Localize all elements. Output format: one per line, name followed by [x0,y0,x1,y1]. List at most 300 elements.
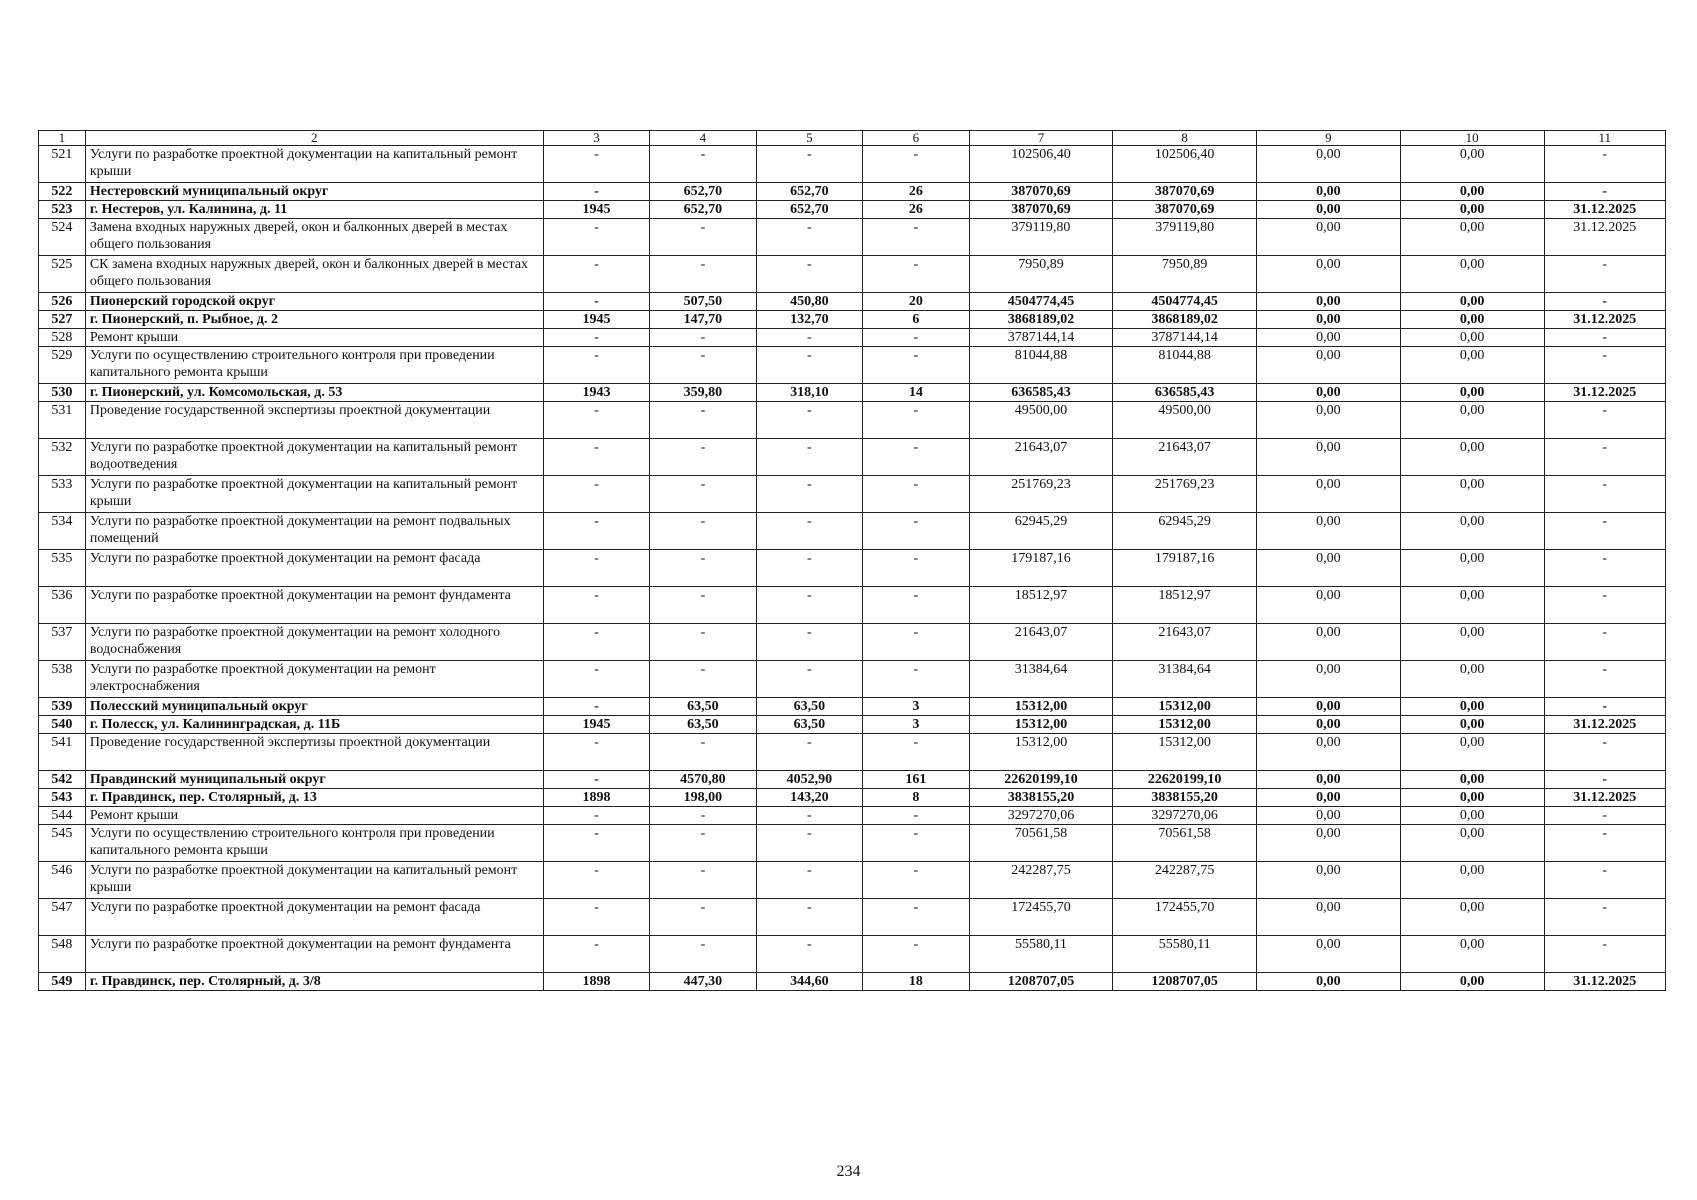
col7-cell: 81044,88 [969,347,1113,384]
col7-cell: 62945,29 [969,513,1113,550]
col4-cell: - [650,476,756,513]
col5-cell: 344,60 [756,973,862,991]
col7-cell: 4504774,45 [969,293,1113,311]
item-name-cell: Замена входных наружных дверей, окон и балконных дверей в местах общего пользования [85,219,543,256]
col11-cell: - [1544,825,1665,862]
table-row [39,624,1666,661]
col11-cell: 31.12.2025 [1544,384,1665,402]
col9-cell: 0,00 [1257,513,1401,550]
table-row [39,311,1666,329]
col7-cell: 3838155,20 [969,789,1113,807]
col9-cell: 0,00 [1257,201,1401,219]
row-number-cell: 538 [39,661,86,698]
col7-cell: 242287,75 [969,862,1113,899]
col3-cell: - [543,219,649,256]
col6-cell: - [863,402,969,439]
item-name-cell: г. Правдинск, пер. Столярный, д. 13 [85,789,543,807]
col11-cell: - [1544,624,1665,661]
item-name-cell: г. Пионерский, ул. Комсомольская, д. 53 [85,384,543,402]
col8-cell: 102506,40 [1113,146,1257,183]
col3-cell: 1898 [543,789,649,807]
col9-cell: 0,00 [1257,973,1401,991]
col4-cell: 507,50 [650,293,756,311]
col3-cell: - [543,899,649,936]
col10-cell: 0,00 [1400,256,1544,293]
col3-cell: - [543,513,649,550]
col-header-3: 3 [543,131,649,146]
page-number: 234 [836,1163,861,1180]
col3-cell: - [543,825,649,862]
col9-cell: 0,00 [1257,311,1401,329]
col9-cell: 0,00 [1257,256,1401,293]
table-row [39,347,1666,384]
row-number-cell: 529 [39,347,86,384]
col6-cell: 6 [863,311,969,329]
col5-cell: - [756,402,862,439]
col9-cell: 0,00 [1257,402,1401,439]
item-name-cell: Услуги по осуществлению строительного контроля при проведении капитального ремонта крыши [85,347,543,384]
col-header-7: 7 [969,131,1113,146]
col9-cell: 0,00 [1257,716,1401,734]
col6-cell: - [863,513,969,550]
table-row [39,219,1666,256]
col5-cell: - [756,587,862,624]
col4-cell: - [650,219,756,256]
col10-cell: 0,00 [1400,311,1544,329]
col9-cell: 0,00 [1257,899,1401,936]
item-name-cell: г. Нестеров, ул. Калинина, д. 11 [85,201,543,219]
col3-cell: - [543,624,649,661]
item-name-cell: Услуги по разработке проектной документации на ремонт фундамента [85,936,543,973]
col3-cell: - [543,771,649,789]
col-header-6: 6 [863,131,969,146]
col7-cell: 3297270,06 [969,807,1113,825]
table-row [39,513,1666,550]
col11-cell: - [1544,698,1665,716]
col3-cell: - [543,936,649,973]
col5-cell: 318,10 [756,384,862,402]
col9-cell: 0,00 [1257,661,1401,698]
col11-cell: 31.12.2025 [1544,789,1665,807]
col3-cell: - [543,862,649,899]
col-header-1: 1 [39,131,86,146]
col10-cell: 0,00 [1400,771,1544,789]
col5-cell: - [756,825,862,862]
col4-cell: - [650,936,756,973]
col4-cell: 4570,80 [650,771,756,789]
row-number-cell: 535 [39,550,86,587]
col10-cell: 0,00 [1400,899,1544,936]
col7-cell: 70561,58 [969,825,1113,862]
col8-cell: 70561,58 [1113,825,1257,862]
col6-cell: 3 [863,716,969,734]
item-name-cell: Проведение государственной экспертизы проектной документации [85,402,543,439]
col11-cell: - [1544,807,1665,825]
col4-cell: - [650,899,756,936]
col5-cell: 143,20 [756,789,862,807]
row-number-cell: 524 [39,219,86,256]
col8-cell: 387070,69 [1113,183,1257,201]
col9-cell: 0,00 [1257,936,1401,973]
col10-cell: 0,00 [1400,329,1544,347]
col11-cell: 31.12.2025 [1544,716,1665,734]
row-number-cell: 542 [39,771,86,789]
table-row [39,256,1666,293]
col6-cell: - [863,550,969,587]
table-row [39,439,1666,476]
col11-cell: - [1544,936,1665,973]
col11-cell: - [1544,183,1665,201]
col3-cell: - [543,256,649,293]
item-name-cell: Правдинский муниципальный округ [85,771,543,789]
col10-cell: 0,00 [1400,698,1544,716]
col10-cell: 0,00 [1400,973,1544,991]
col3-cell: 1945 [543,716,649,734]
table-row [39,661,1666,698]
col10-cell: 0,00 [1400,550,1544,587]
table-row [39,201,1666,219]
row-number-cell: 526 [39,293,86,311]
col6-cell: - [863,347,969,384]
col3-cell: - [543,329,649,347]
row-number-cell: 531 [39,402,86,439]
row-number-cell: 547 [39,899,86,936]
col5-cell: - [756,899,862,936]
item-name-cell: Полесский муниципальный округ [85,698,543,716]
col9-cell: 0,00 [1257,698,1401,716]
col7-cell: 636585,43 [969,384,1113,402]
repair-program-table [38,130,1666,991]
col8-cell: 31384,64 [1113,661,1257,698]
col9-cell: 0,00 [1257,771,1401,789]
col9-cell: 0,00 [1257,807,1401,825]
col9-cell: 0,00 [1257,329,1401,347]
col4-cell: - [650,513,756,550]
col4-cell: - [650,661,756,698]
col11-cell: - [1544,347,1665,384]
item-name-cell: г. Полесск, ул. Калининградская, д. 11Б [85,716,543,734]
col3-cell: - [543,698,649,716]
col11-cell: 31.12.2025 [1544,201,1665,219]
col7-cell: 31384,64 [969,661,1113,698]
col5-cell: - [756,146,862,183]
col4-cell: 447,30 [650,973,756,991]
table-row [39,476,1666,513]
col11-cell: - [1544,734,1665,771]
col6-cell: - [863,439,969,476]
col4-cell: - [650,550,756,587]
col6-cell: 14 [863,384,969,402]
col8-cell: 62945,29 [1113,513,1257,550]
row-number-cell: 533 [39,476,86,513]
table-row [39,899,1666,936]
col7-cell: 102506,40 [969,146,1113,183]
col10-cell: 0,00 [1400,661,1544,698]
col7-cell: 3787144,14 [969,329,1113,347]
col10-cell: 0,00 [1400,146,1544,183]
item-name-cell: г. Пионерский, п. Рыбное, д. 2 [85,311,543,329]
col7-cell: 7950,89 [969,256,1113,293]
col4-cell: - [650,825,756,862]
col3-cell: 1943 [543,384,649,402]
col11-cell: - [1544,862,1665,899]
col7-cell: 251769,23 [969,476,1113,513]
col8-cell: 21643,07 [1113,439,1257,476]
col8-cell: 49500,00 [1113,402,1257,439]
col11-cell: - [1544,476,1665,513]
col11-cell: 31.12.2025 [1544,311,1665,329]
col7-cell: 387070,69 [969,183,1113,201]
col11-cell: - [1544,146,1665,183]
col6-cell: 18 [863,973,969,991]
col10-cell: 0,00 [1400,439,1544,476]
col5-cell: 652,70 [756,183,862,201]
col4-cell: - [650,734,756,771]
col10-cell: 0,00 [1400,402,1544,439]
item-name-cell: Услуги по разработке проектной документации на капитальный ремонт крыши [85,146,543,183]
col6-cell: - [863,734,969,771]
row-number-cell: 534 [39,513,86,550]
col7-cell: 3868189,02 [969,311,1113,329]
col7-cell: 172455,70 [969,899,1113,936]
col10-cell: 0,00 [1400,201,1544,219]
col10-cell: 0,00 [1400,293,1544,311]
table-row [39,402,1666,439]
col11-cell: - [1544,256,1665,293]
item-name-cell: Услуги по разработке проектной документации на ремонт холодного водоснабжения [85,624,543,661]
col8-cell: 636585,43 [1113,384,1257,402]
row-number-cell: 528 [39,329,86,347]
col4-cell: 652,70 [650,183,756,201]
col10-cell: 0,00 [1400,513,1544,550]
col10-cell: 0,00 [1400,789,1544,807]
col11-cell: - [1544,899,1665,936]
col5-cell: - [756,624,862,661]
col10-cell: 0,00 [1400,734,1544,771]
col4-cell: - [650,862,756,899]
row-number-cell: 523 [39,201,86,219]
col3-cell: - [543,807,649,825]
col6-cell: 8 [863,789,969,807]
col6-cell: - [863,825,969,862]
col10-cell: 0,00 [1400,347,1544,384]
col4-cell: - [650,329,756,347]
item-name-cell: Проведение государственной экспертизы проектной документации [85,734,543,771]
item-name-cell: Услуги по осуществлению строительного контроля при проведении капитального ремонта крыши [85,825,543,862]
col3-cell: - [543,183,649,201]
col11-cell: - [1544,329,1665,347]
col3-cell: - [543,476,649,513]
table-row [39,183,1666,201]
col11-cell: - [1544,661,1665,698]
col5-cell: - [756,219,862,256]
col8-cell: 3838155,20 [1113,789,1257,807]
col7-cell: 1208707,05 [969,973,1113,991]
col7-cell: 15312,00 [969,734,1113,771]
col4-cell: 63,50 [650,698,756,716]
col6-cell: - [863,862,969,899]
col8-cell: 1208707,05 [1113,973,1257,991]
col3-cell: - [543,661,649,698]
item-name-cell: Услуги по разработке проектной документации на ремонт электроснабжения [85,661,543,698]
col8-cell: 55580,11 [1113,936,1257,973]
item-name-cell: Услуги по разработке проектной документации на капитальный ремонт крыши [85,476,543,513]
col5-cell: - [756,256,862,293]
col10-cell: 0,00 [1400,183,1544,201]
table-row [39,862,1666,899]
column-number-header-row [39,131,1666,146]
row-number-cell: 530 [39,384,86,402]
col8-cell: 18512,97 [1113,587,1257,624]
col11-cell: 31.12.2025 [1544,219,1665,256]
col9-cell: 0,00 [1257,862,1401,899]
col7-cell: 21643,07 [969,439,1113,476]
col4-cell: - [650,256,756,293]
item-name-cell: СК замена входных наружных дверей, окон и балконных дверей в местах общего пользования [85,256,543,293]
col5-cell: - [756,862,862,899]
col5-cell: - [756,550,862,587]
col8-cell: 81044,88 [1113,347,1257,384]
table-row [39,825,1666,862]
row-number-cell: 539 [39,698,86,716]
row-number-cell: 545 [39,825,86,862]
col5-cell: - [756,439,862,476]
col6-cell: - [863,146,969,183]
col7-cell: 387070,69 [969,201,1113,219]
col8-cell: 179187,16 [1113,550,1257,587]
col3-cell: - [543,550,649,587]
col10-cell: 0,00 [1400,716,1544,734]
col9-cell: 0,00 [1257,347,1401,384]
item-name-cell: Нестеровский муниципальный округ [85,183,543,201]
document-table-container [38,130,1666,991]
col8-cell: 15312,00 [1113,734,1257,771]
table-row [39,734,1666,771]
table-row [39,807,1666,825]
col9-cell: 0,00 [1257,587,1401,624]
col8-cell: 242287,75 [1113,862,1257,899]
table-body [39,146,1666,991]
col7-cell: 379119,80 [969,219,1113,256]
col3-cell: - [543,402,649,439]
table-row [39,973,1666,991]
col11-cell: - [1544,771,1665,789]
col9-cell: 0,00 [1257,146,1401,183]
col3-cell: - [543,146,649,183]
item-name-cell: Ремонт крыши [85,329,543,347]
col11-cell: - [1544,587,1665,624]
col4-cell: 359,80 [650,384,756,402]
col10-cell: 0,00 [1400,587,1544,624]
col3-cell: 1945 [543,201,649,219]
col6-cell: 20 [863,293,969,311]
col5-cell: - [756,476,862,513]
col-header-2: 2 [85,131,543,146]
row-number-cell: 548 [39,936,86,973]
col8-cell: 3297270,06 [1113,807,1257,825]
col7-cell: 21643,07 [969,624,1113,661]
row-number-cell: 525 [39,256,86,293]
table-row [39,716,1666,734]
item-name-cell: Услуги по разработке проектной документации на ремонт подвальных помещений [85,513,543,550]
col6-cell: - [863,587,969,624]
col10-cell: 0,00 [1400,624,1544,661]
item-name-cell: г. Правдинск, пер. Столярный, д. 3/8 [85,973,543,991]
row-number-cell: 521 [39,146,86,183]
row-number-cell: 540 [39,716,86,734]
row-number-cell: 532 [39,439,86,476]
row-number-cell: 549 [39,973,86,991]
col4-cell: 63,50 [650,716,756,734]
col6-cell: - [863,476,969,513]
row-number-cell: 544 [39,807,86,825]
col4-cell: - [650,624,756,661]
col5-cell: - [756,329,862,347]
col4-cell: - [650,146,756,183]
table-row [39,384,1666,402]
col9-cell: 0,00 [1257,384,1401,402]
col8-cell: 251769,23 [1113,476,1257,513]
col9-cell: 0,00 [1257,550,1401,587]
col11-cell: 31.12.2025 [1544,973,1665,991]
col5-cell: 450,80 [756,293,862,311]
table-row [39,936,1666,973]
item-name-cell: Услуги по разработке проектной документации на ремонт фундамента [85,587,543,624]
col4-cell: - [650,807,756,825]
col10-cell: 0,00 [1400,219,1544,256]
col5-cell: - [756,661,862,698]
col11-cell: - [1544,293,1665,311]
col5-cell: - [756,513,862,550]
col8-cell: 7950,89 [1113,256,1257,293]
col3-cell: - [543,293,649,311]
table-row [39,789,1666,807]
col6-cell: - [863,624,969,661]
col6-cell: - [863,661,969,698]
col6-cell: - [863,936,969,973]
col9-cell: 0,00 [1257,624,1401,661]
col6-cell: 3 [863,698,969,716]
col9-cell: 0,00 [1257,183,1401,201]
col5-cell: 652,70 [756,201,862,219]
row-number-cell: 522 [39,183,86,201]
table-row [39,293,1666,311]
col4-cell: 198,00 [650,789,756,807]
col4-cell: 652,70 [650,201,756,219]
item-name-cell: Ремонт крыши [85,807,543,825]
col3-cell: - [543,439,649,476]
row-number-cell: 543 [39,789,86,807]
col3-cell: 1898 [543,973,649,991]
col7-cell: 15312,00 [969,698,1113,716]
col3-cell: - [543,734,649,771]
item-name-cell: Услуги по разработке проектной документации на ремонт фасада [85,899,543,936]
col-header-9: 9 [1257,131,1401,146]
col6-cell: 26 [863,183,969,201]
col9-cell: 0,00 [1257,293,1401,311]
col3-cell: - [543,587,649,624]
table-row [39,146,1666,183]
row-number-cell: 541 [39,734,86,771]
col10-cell: 0,00 [1400,807,1544,825]
col6-cell: - [863,899,969,936]
col4-cell: - [650,587,756,624]
col4-cell: - [650,439,756,476]
row-number-cell: 546 [39,862,86,899]
col6-cell: - [863,256,969,293]
col9-cell: 0,00 [1257,789,1401,807]
col3-cell: - [543,347,649,384]
